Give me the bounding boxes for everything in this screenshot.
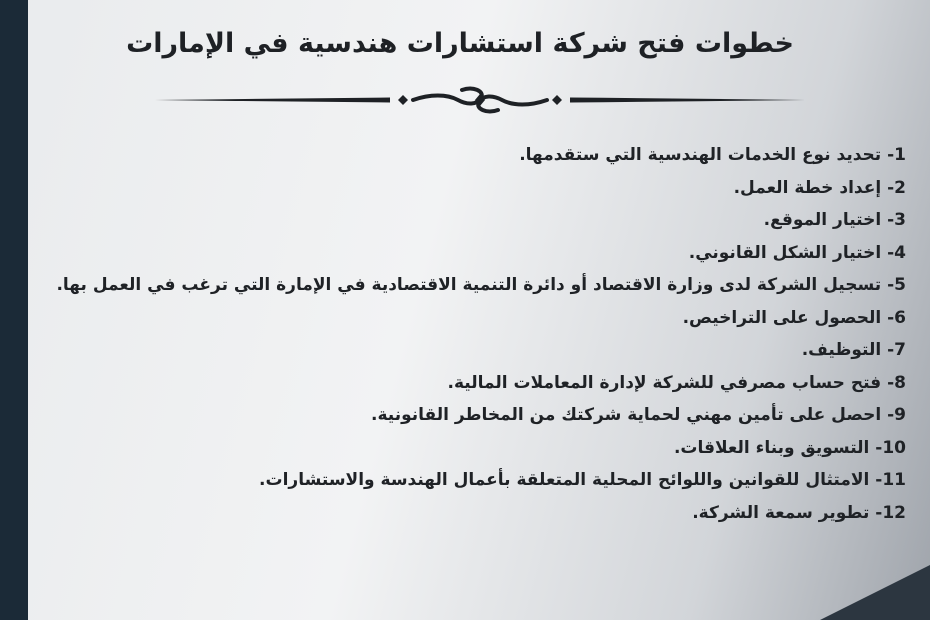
step-item: 12- تطوير سمعة الشركة. <box>692 502 906 523</box>
step-item: 3- اختيار الموقع. <box>763 210 906 230</box>
step-item: 1- تحديد نوع الخدمات الهندسية التي ستقدمها. <box>519 145 906 165</box>
step-item: 6- الحصول على التراخيص. <box>682 307 906 328</box>
step-item: 5- تسجيل الشركة لدى وزارة الاقتصاد أو دائرة التنمية الاقتصادية في الإمارة التي ترغب في العمل بها. <box>56 275 906 295</box>
steps-list <box>40 139 906 529</box>
step-item: 8- فتح حساب مصرفي للشركة لإدارة المعاملات المالية. <box>447 372 906 393</box>
step-item: 7- التوظيف. <box>801 340 906 360</box>
step-item: 10- التسويق وبناء العلاقات. <box>673 437 906 458</box>
step-item: 11- الامتثال للقوانين واللوائح المحلية المتعلقة بأعمال الهندسة والاستشارات. <box>259 470 906 490</box>
step-item: 2- إعداد خطة العمل. <box>733 177 906 198</box>
step-item: 9- احصل على تأمين مهني لحماية شركتك من المخاطر القانونية. <box>370 405 906 425</box>
corner-decoration <box>820 565 930 620</box>
left-accent-bar <box>0 0 28 620</box>
step-item: 4- اختيار الشكل القانوني. <box>688 242 906 263</box>
page-title: خطوات فتح شركة استشارات هندسية في الإمارات <box>126 28 794 59</box>
ornamental-divider-icon <box>155 82 805 118</box>
